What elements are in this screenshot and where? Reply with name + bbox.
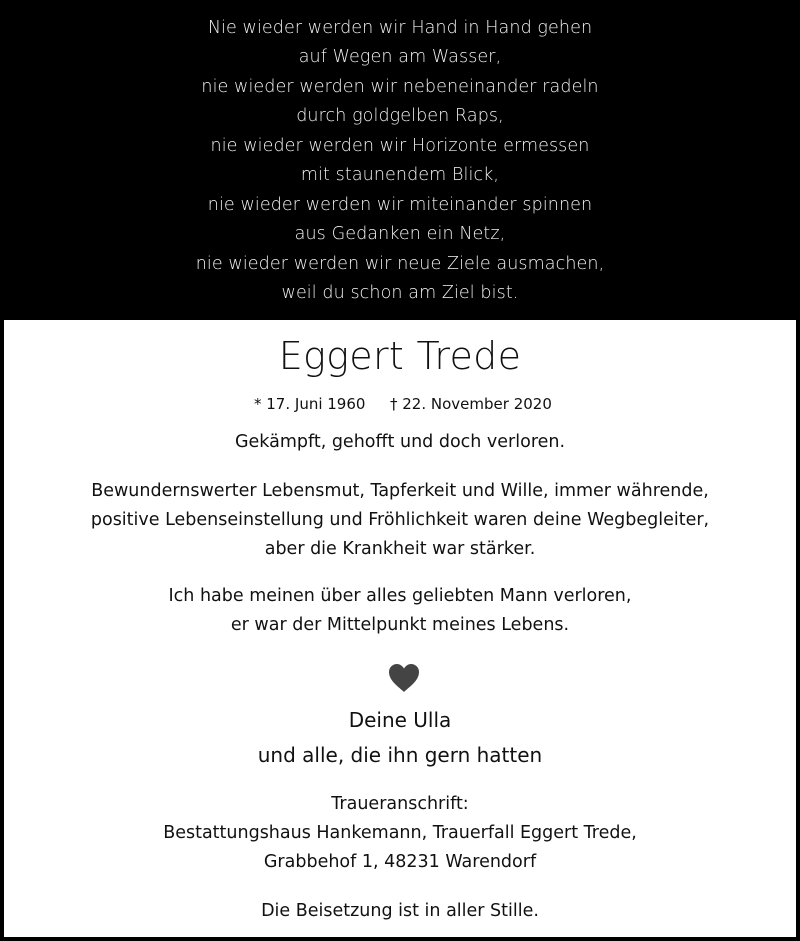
motto: Gekämpft, gehofft und doch verloren. [234,432,566,452]
signature-line: Deine Ulla [348,708,452,732]
poem-line: auf Wegen am Wasser, [298,47,502,67]
heart-icon [388,663,420,693]
poem-line: mit staunendem Blick, [300,165,500,185]
poem-line: nie wieder werden wir Horizonte ermessen [210,136,590,156]
address-line: Grabbehof 1, 48231 Warendorf [263,852,537,872]
paragraph-line: aber die Krankheit war stärker. [264,539,536,559]
poem-line: nie wieder werden wir miteinander spinnen [207,195,593,215]
poem-line: nie wieder werden wir neue Ziele ausmachen, [195,254,605,274]
paragraph-line: positive Lebenseinstellung und Fröhlichkeit waren deine Wegbegleiter, [90,510,710,530]
deceased-name: Eggert Trede [278,334,522,378]
funeral-note: Die Beisetzung ist in aller Stille. [261,901,539,921]
address-line: Traueranschrift: [331,794,469,814]
poem-line: nie wieder werden wir nebeneinander radeln [201,77,599,97]
paragraph-line: Bewundernswerter Lebensmut, Tapferkeit und Wille, immer währende, [91,481,709,501]
paragraph-line: er war der Mittelpunkt meines Lebens. [230,615,570,635]
poem-line: durch goldgelben Raps, [296,106,504,126]
signature-line: und alle, die ihn gern hatten [257,743,543,767]
obituary-card [4,320,796,937]
birth-date: * 17. Juni 1960 [254,395,366,413]
poem-line: aus Gedanken ein Netz, [294,224,506,244]
death-date: † 22. November 2020 [390,395,552,413]
poem-line: Nie wieder werden wir Hand in Hand gehen [207,18,593,38]
poem-section [0,0,800,318]
paragraph-line: Ich habe meinen über alles geliebten Mann verloren, [168,586,632,606]
address-line: Bestattungshaus Hankemann, Trauerfall Eggert Trede, [163,823,637,843]
poem-line: weil du schon am Ziel bist. [281,283,519,303]
